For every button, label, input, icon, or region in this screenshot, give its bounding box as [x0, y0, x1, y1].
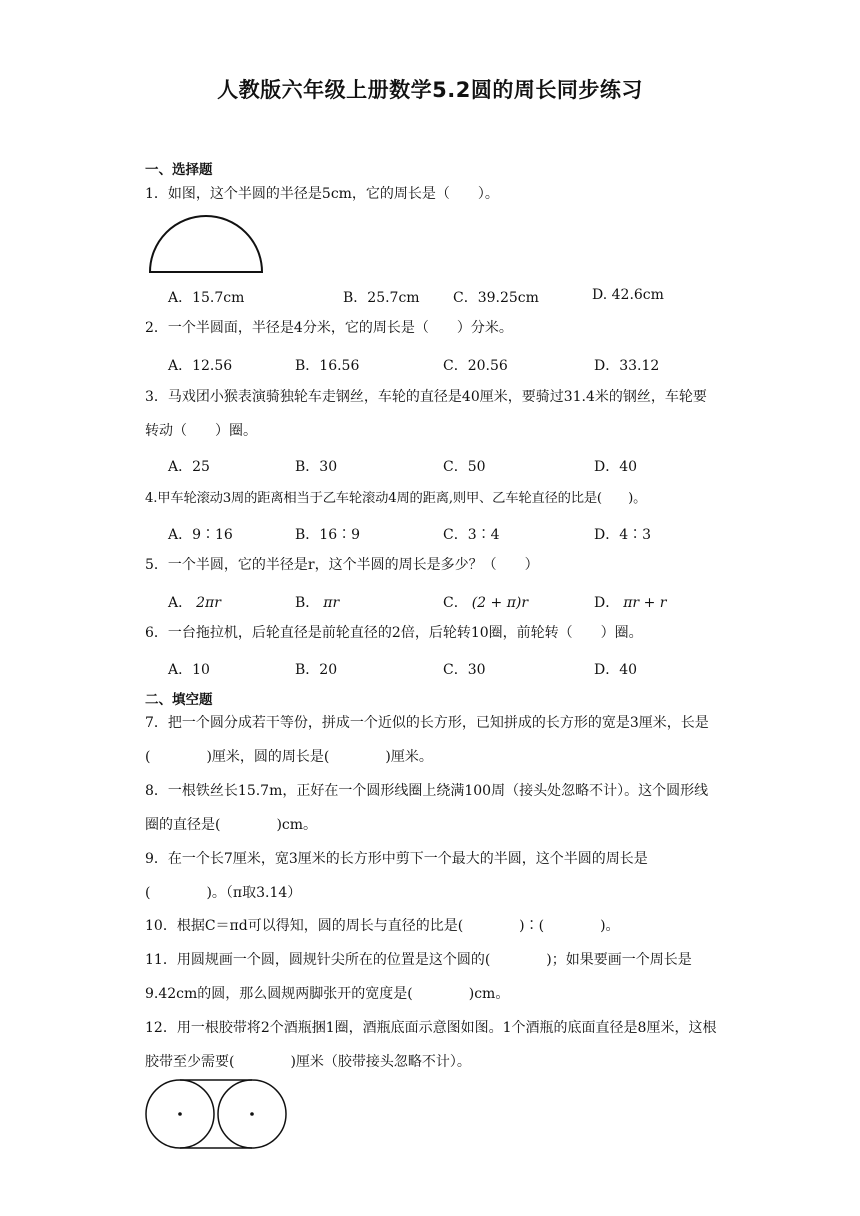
- option-d[interactable]: D．4∶3: [594, 527, 652, 543]
- option-b[interactable]: B．16.56: [295, 358, 360, 374]
- question-4: 4.甲车轮滚动3周的距离相当于乙车轮滚动4周的距离,则甲、乙车轮直径的比是( )。: [145, 491, 647, 506]
- question-4-options: [168, 524, 728, 544]
- option-letter: C．: [443, 595, 468, 611]
- option-c[interactable]: C．39.25cm: [453, 290, 539, 306]
- semicircle-figure: [147, 212, 265, 274]
- question-6-options: [168, 659, 728, 679]
- page-title: 人教版六年级上册数学5.2圆的周长同步练习: [217, 78, 643, 102]
- section-heading-fill: 二、填空题: [145, 692, 213, 708]
- formula: πr + r: [623, 595, 667, 611]
- question-6: 6．一台拖拉机，后轮直径是前轮直径的2倍，后轮转10圈，前轮转（ ）圈。: [145, 625, 643, 641]
- option-d[interactable]: D．33.12: [594, 358, 660, 374]
- option-letter: A．: [168, 595, 193, 611]
- option-b[interactable]: B．20: [295, 662, 338, 678]
- option-b[interactable]: B．25.7cm: [343, 290, 420, 306]
- option-a[interactable]: A．12.56: [168, 358, 233, 374]
- option-a[interactable]: A．15.7cm: [168, 290, 245, 306]
- question-1-options: [168, 287, 728, 307]
- question-5-options: [168, 592, 728, 612]
- option-letter: B．: [295, 595, 320, 611]
- option-c[interactable]: C．3∶4: [443, 527, 500, 543]
- question-1: 1．如图，这个半圆的半径是5cm，它的周长是（ ）。: [145, 186, 499, 202]
- question-9: 9．在一个长7厘米，宽3厘米的长方形中剪下一个最大的半圆，这个半圆的周长是( )。（π取3.14）: [145, 851, 648, 901]
- question-8: 8．一根铁丝长15.7m，正好在一个圆形线圈上绕满100周（接头处忽略不计）。这个圆形线圈的直径是( )cm。: [145, 783, 709, 833]
- option-a[interactable]: [168, 592, 221, 612]
- question-3: 3．马戏团小猴表演骑独轮车走钢丝，车轮的直径是40厘米，要骑过31.4米的钢丝，车轮要转动（ ）圈。: [145, 389, 707, 439]
- two-bottles-figure: [143, 1078, 293, 1150]
- option-c[interactable]: C．20.56: [443, 358, 508, 374]
- question-12: 12．用一根胶带将2个酒瓶捆1圈，酒瓶底面示意图如图。1个酒瓶的底面直径是8厘米，这根胶带至少需要( )厘米（胶带接头忽略不计）。: [145, 1020, 717, 1070]
- option-a[interactable]: A．25: [168, 459, 210, 475]
- option-c[interactable]: C．50: [443, 459, 486, 475]
- option-letter: D．: [594, 595, 620, 611]
- option-b[interactable]: [295, 592, 339, 612]
- option-b[interactable]: B．30: [295, 459, 338, 475]
- option-b[interactable]: B．16∶9: [295, 527, 361, 543]
- question-2: 2．一个半圆面，半径是4分米，它的周长是（ ）分米。: [145, 320, 513, 336]
- option-d[interactable]: D．40: [594, 459, 638, 475]
- option-d[interactable]: D. 42.6cm: [592, 287, 664, 303]
- question-10: 10．根据C＝πd可以得知，圆的周长与直径的比是( )∶( )。: [145, 918, 620, 934]
- option-d[interactable]: D．40: [594, 662, 638, 678]
- question-5: 5．一个半圆，它的半径是r，这个半圆的周长是多少？（ ）: [145, 557, 539, 573]
- option-a[interactable]: A．10: [168, 662, 210, 678]
- formula: (2 + π)r: [471, 595, 529, 611]
- question-2-options: [168, 355, 728, 375]
- formula: 2πr: [196, 595, 221, 611]
- option-c[interactable]: C．30: [443, 662, 486, 678]
- option-a[interactable]: A．9∶16: [168, 527, 233, 543]
- question-7: 7．把一个圆分成若干等份，拼成一个近似的长方形，已知拼成的长方形的宽是3厘米，长是( )厘米，圆的周长是( )厘米。: [145, 715, 709, 765]
- option-c[interactable]: [443, 592, 528, 612]
- section-heading-choice: 一、选择题: [145, 162, 213, 178]
- formula: πr: [323, 595, 340, 611]
- question-11: 11．用圆规画一个圆，圆规针尖所在的位置是这个圆的( )；如果要画一个周长是9.42cm的圆，那么圆规两脚张开的宽度是( )cm。: [145, 952, 692, 1002]
- question-3-options: [168, 456, 728, 476]
- option-d[interactable]: [594, 592, 666, 612]
